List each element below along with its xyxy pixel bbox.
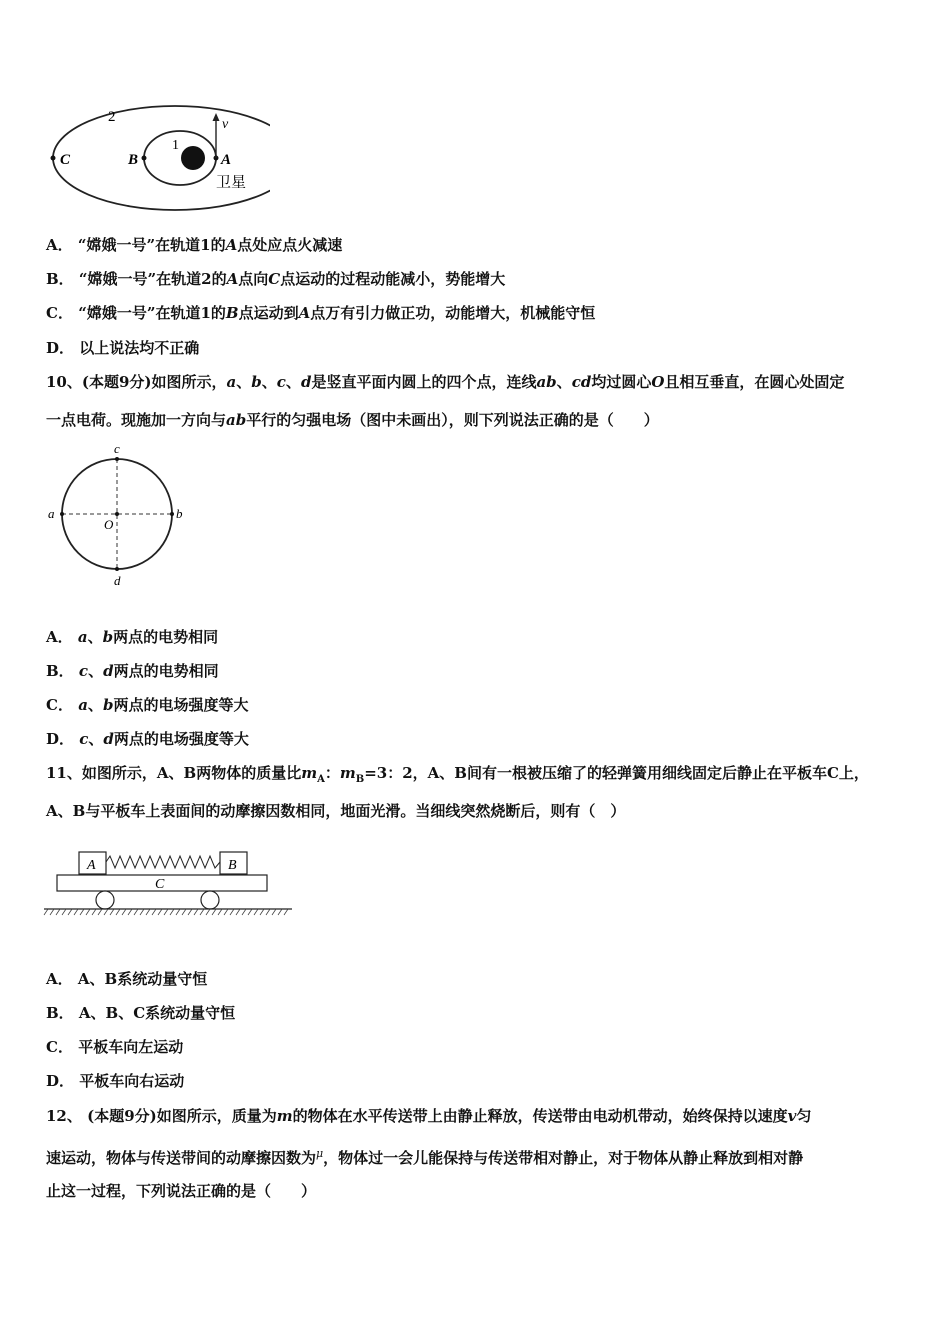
q9-option-a: A． “嫦娥一号”在轨道1的A点处应点火减速	[46, 236, 343, 254]
q10-option-a: A． a、b两点的电势相同	[46, 628, 219, 646]
q10-stem-line2: 一点电荷。现施加一方向与ab平行的匀强电场（图中未画出），则下列说法正确的是（ ）	[46, 411, 659, 429]
q12-stem-line3: 止这一过程，下列说法正确的是（ ）	[46, 1182, 317, 1200]
point-c-dot	[115, 457, 119, 461]
orbit-1	[144, 131, 216, 185]
q10-stem-line1: 10、(本题9分)如图所示，a、b、c、d是竖直平面内圆上的四个点，连线ab、cd均过圆心O且相互垂直，在圆心处固定	[46, 373, 845, 391]
q9-option-b: B． “嫦娥一号”在轨道2的A点向C点运动的过程动能减小，势能增大	[46, 270, 506, 288]
point-c-label: C	[60, 152, 71, 168]
wheel-right	[201, 891, 219, 909]
point-b-label: B	[128, 152, 139, 168]
circle-figure	[44, 440, 194, 595]
orbit-figure	[40, 105, 270, 220]
label-o: O	[104, 517, 114, 532]
label-a: a	[48, 506, 55, 521]
q9-option-d: D． 以上说法均不正确	[46, 339, 200, 357]
cart-c-label: C	[155, 877, 165, 892]
q11-stem-line2: A、B与平板车上表面间的动摩擦因数相同，地面光滑。当细线突然烧断后，则有（ ）	[46, 802, 626, 820]
ground-hatch	[44, 909, 288, 915]
q11-option-a: A． A、B系统动量守恒	[46, 970, 208, 988]
spring	[106, 856, 220, 868]
point-c-dot	[51, 156, 56, 161]
label-c: c	[114, 441, 120, 456]
label-b: b	[176, 506, 183, 521]
point-b-dot	[170, 512, 174, 516]
q10-option-d: D． c、d两点的电场强度等大	[46, 730, 249, 748]
q10-option-c: C． a、b两点的电场强度等大	[46, 696, 249, 714]
center-dot	[115, 512, 119, 516]
block-a-label: A	[87, 858, 96, 873]
q10-option-b: B． c、d两点的电势相同	[46, 662, 219, 680]
wheel-left	[96, 891, 114, 909]
satellite-label: 卫星	[216, 175, 247, 191]
q12-stem-line1: 12、 (本题9分)如图所示，质量为m的物体在水平传送带上由静止释放，传送带由电动机带动，始终保持以速度v匀	[46, 1107, 812, 1125]
q11-option-c: C． 平板车向左运动	[46, 1038, 184, 1056]
planet	[181, 146, 205, 170]
q11-option-b: B． A、B、C系统动量守恒	[46, 1004, 236, 1022]
velocity-label: v	[222, 117, 229, 132]
point-a-label: A	[221, 152, 232, 168]
orbit-2	[53, 106, 270, 210]
q9-option-c: C． “嫦娥一号”在轨道1的B点运动到A点万有引力做正功，动能增大，机械能守恒	[46, 304, 596, 322]
block-b-label: B	[228, 858, 237, 873]
point-a-dot	[60, 512, 64, 516]
point-b-dot	[142, 156, 147, 161]
point-d-dot	[115, 567, 119, 571]
cart-figure	[42, 848, 297, 923]
orbit2-label: 2	[108, 109, 116, 125]
q11-stem-line1: 11、如图所示，A、B两物体的质量比$m_A$：$m_B=3$：2，A、B间有一根被压缩了的轻弹簧用细线固定后静止在平板车C上，	[46, 764, 869, 785]
orbit1-label: 1	[172, 138, 179, 153]
velocity-arrowhead	[213, 113, 220, 121]
label-d: d	[114, 573, 121, 588]
q12-stem-line2: 速运动，物体与传送带间的动摩擦因数为$^\mu$，物体过一会儿能保持与传送带相对静止，对于物体从静止释放到相对静	[46, 1147, 804, 1167]
q11-option-d: D． 平板车向右运动	[46, 1072, 185, 1090]
